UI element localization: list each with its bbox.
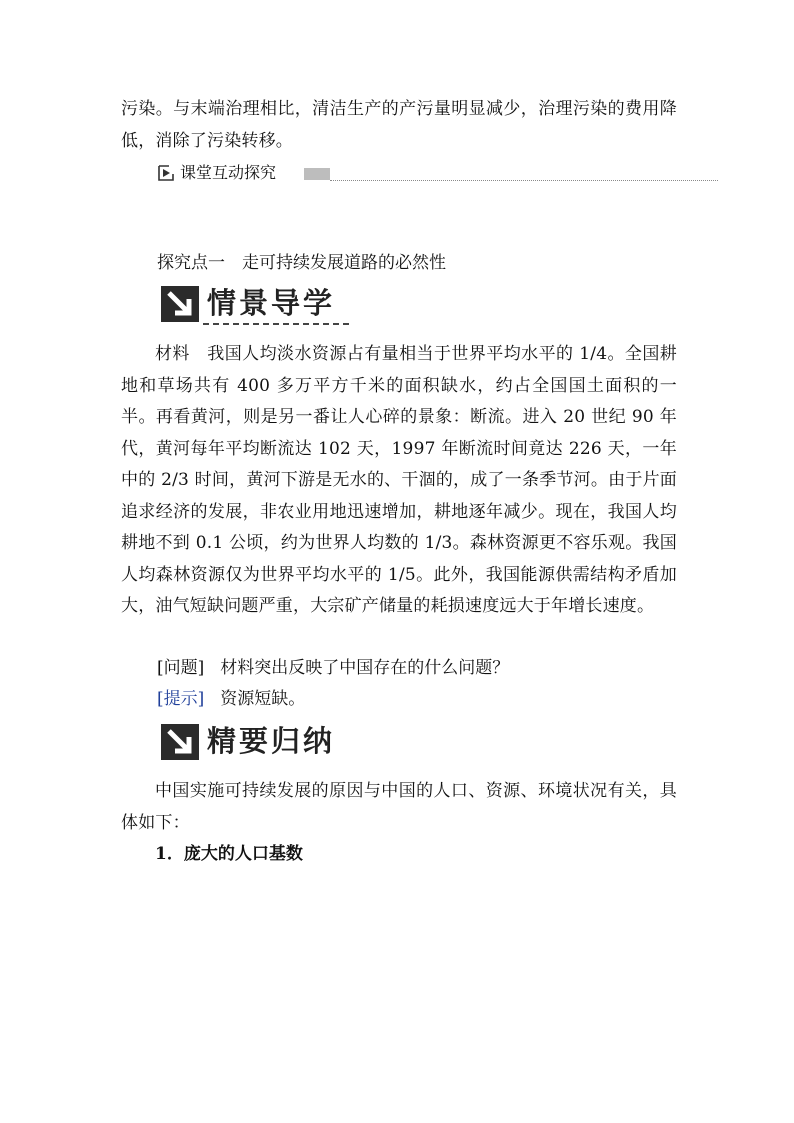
double-arrow-icon <box>161 286 199 322</box>
section-title: 课堂互动探究 <box>180 163 277 182</box>
hint-tag: [提示] <box>157 689 205 709</box>
heading-key-summary-text: 精要归纳 <box>207 724 336 758</box>
explore-point-title: 探究点一 走可持续发展道路的必然性 <box>157 253 446 273</box>
hint-line <box>157 687 305 711</box>
question-line <box>157 656 509 680</box>
double-arrow-icon <box>161 724 199 760</box>
point-one-heading: 1．庞大的人口基数 <box>155 844 303 864</box>
intro-paragraph: 污染。与末端治理相比，清洁生产的产污量明显减少，治理污染的费用降低，消除了污染转移。 <box>121 99 677 151</box>
heading-key-summary <box>161 724 361 764</box>
section-banner <box>158 163 718 185</box>
section-arrow-icon <box>158 165 174 181</box>
material-paragraph: 材料 我国人均淡水资源占有量相当于世界平均水平的 1/4。全国耕地和草场共有 400 多万平方千米的面积缺水，约占全国国土面积的一半。再看黄河，则是另一番让人心碎的景象：断流。进入 20 世纪 90 年代，黄河每年平均断流达 102 天，1997 年断流时间竟达 226 天，一年中的 2/3 时间，黄河下游是无水的、干涸的，成了一条季节河。由于片面追求经济的发展，非农业用地迅速增加，耕地逐年减少。现在，我国人均耕地不到 0.1 公顷，约为世界人均数的 1/3。森林资源更不容乐观。我国人均森林资源仅为世界平均水平的 1/5。此外，我国能源供需结构矛盾加大，油气短缺问题严重，大宗矿产储量的耗损速度远大于年增长速度。 <box>121 344 677 616</box>
summary-paragraph: 中国实施可持续发展的原因与中国的人口、资源、环境状况有关，具体如下： <box>121 781 677 833</box>
section-grey-block <box>304 168 330 180</box>
question-text: 材料突出反映了中国存在的什么问题？ <box>220 658 510 678</box>
hint-text: 资源短缺。 <box>220 689 306 709</box>
section-dotted-rule <box>330 180 718 181</box>
heading-scenario-guide <box>161 286 351 326</box>
heading-scenario-guide-text: 情景导学 <box>207 286 336 320</box>
heading-dash-underline <box>203 323 349 325</box>
question-tag: [问题] <box>157 658 205 678</box>
